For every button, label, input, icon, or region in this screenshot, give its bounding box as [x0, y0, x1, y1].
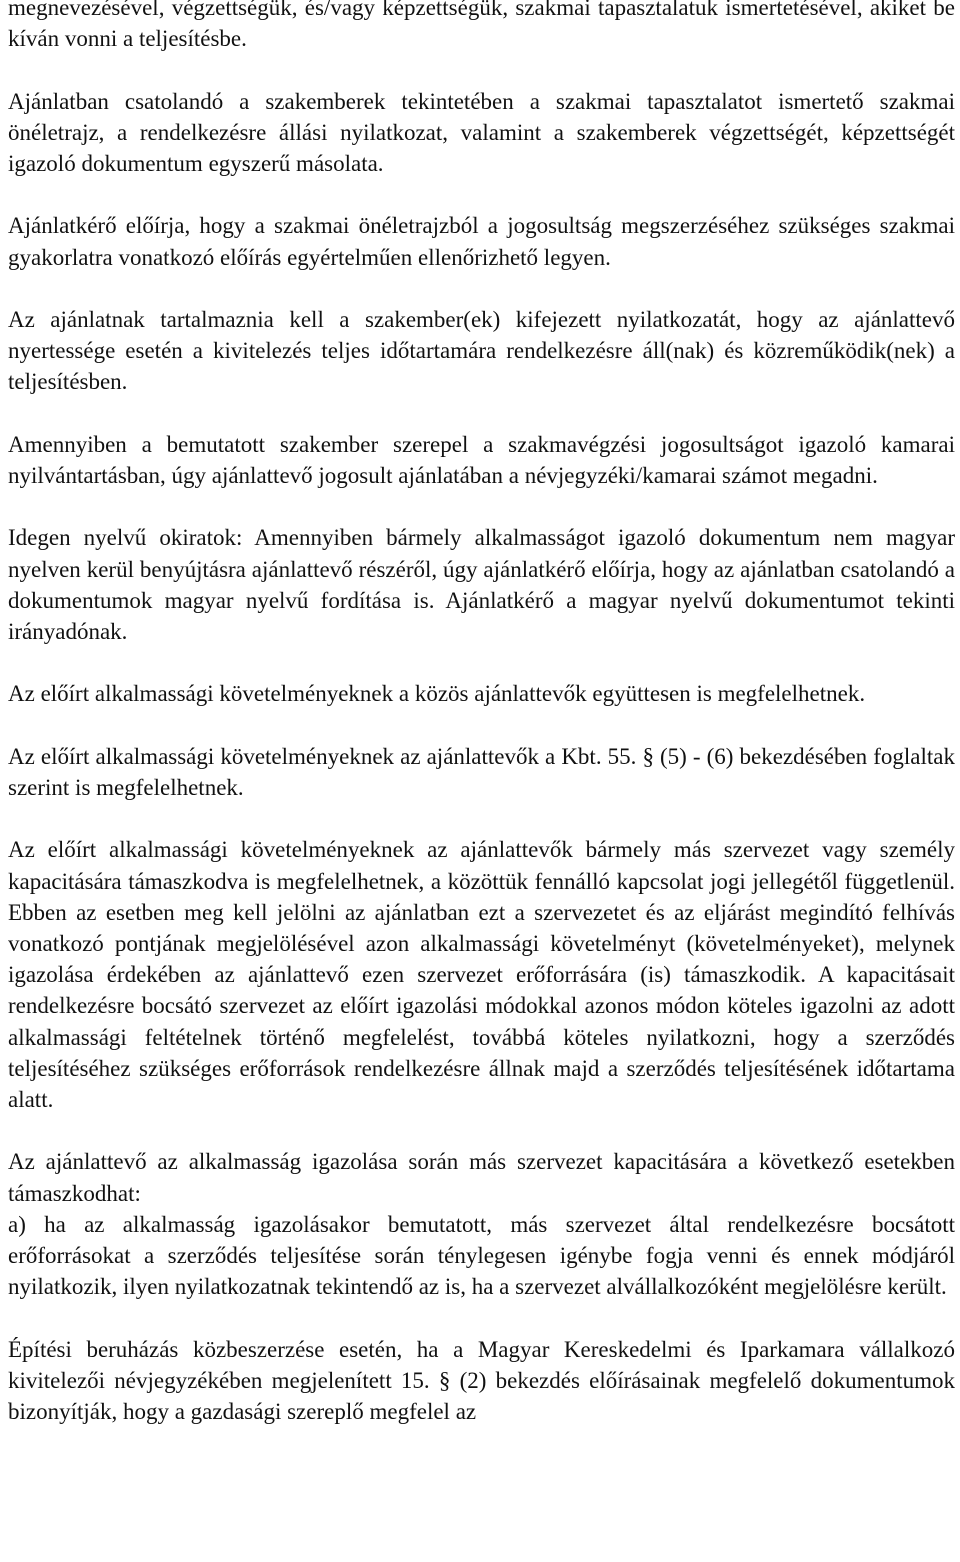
- paragraph-experience-requirement: Ajánlatkérő előírja, hogy a szakmai önéletrajzból a jogosultság megszerzéséhez szükséges szakmai gyakorlatra vonatkozó előírás egyértelműen ellenőrizhető legyen.: [8, 213, 955, 270]
- paragraph-construction-registry: Építési beruházás közbeszerzése esetén, ha a Magyar Kereskedelmi és Iparkamara vállalkozó kivitelezői névjegyzékében megjelenített 15. § (2) bekezdés előírásainak megfelelő dokumentumok bizonyítják, hogy a gazdasági szereplő megfelel az: [8, 1336, 955, 1424]
- paragraph-foreign-documents: Idegen nyelvű okiratok: Amennyiben bármely alkalmasságot igazoló dokumentum nem magyar nyelven kerül benyújtásra ajánlattevő részéről, úgy ajánlatkérő előírja, hogy az ajánlatban csatolandó a dokumentumok magyar nyelvű fordítása is. Ajánlatkérő a magyar nyelvű dokumentumot tekinti irányadónak.: [8, 525, 955, 644]
- paragraph-third-party-capacity: Az előírt alkalmassági követelményeknek az ajánlattevők bármely más szervezet vagy személy kapacitására támaszkodva is megfelelhetnek, a közöttük fennálló kapcsolat jogi jellegétől függetlenül. Ebben az esetben meg kell jelölni az ajánlatban ezt a szervezetet és az eljárást megindító felhívás vonatkozó pontjának megjelölésével azon alkalmassági követelményt (követelményeket), melynek igazolása érdekében az ajánlattevő ezen szervezet erőforrására (is) támaszkodik. A kapacitásait rendelkezésre bocsátó szervezet az előírt igazolási módokkal azonos módon köteles igazolni az adott alkalmassági feltételnek történő megfelelést, továbbá köteles nyilatkozni, hogy a szerződés teljesítéséhez szükséges erőforrások rendelkezésre állnak majd a szerződés teljesítésének időtartama alatt.: [8, 837, 955, 1112]
- paragraph-joint-tenderers: Az előírt alkalmassági követelményeknek a közös ajánlattevők együttesen is megfelelhetnek.: [8, 681, 866, 707]
- document-page: [8, 0, 955, 1458]
- paragraph-intro-continuation: megnevezésével, végzettségük, és/vagy képzettségük, szakmai tapasztalatuk ismertetésével, akiket be kíván vonni a teljesítésbe.: [8, 0, 955, 52]
- paragraph-chamber-registry: Amennyiben a bemutatott szakember szerepel a szakmavégzési jogosultságot igazoló kamarai nyilvántartásban, úgy ajánlattevő jogosult ajánlatában a névjegyzéki/kamarai számot megadni.: [8, 431, 955, 488]
- paragraph-capacity-cases-intro: Az ajánlattevő az alkalmasság igazolása során más szervezet kapacitására a következő esetekben támaszkodhat:: [8, 1149, 955, 1206]
- paragraph-expert-declaration: Az ajánlatnak tartalmaznia kell a szakember(ek) kifejezett nyilatkozatát, hogy az ajánlattevő nyertessége esetén a kivitelezés teljes időtartamára rendelkezésre áll(nak) és közreműködik(nek) a teljesítésben.: [8, 306, 955, 395]
- paragraph-cv-attachment: Ajánlatban csatolandó a szakemberek tekintetében a szakmai tapasztalatot ismertető szakmai önéletrajz, a rendelkezésre állási nyilatkozat, valamint a szakemberek végzettségét, képzettségét igazoló dokumentum egyszerű másolata.: [8, 88, 955, 176]
- paragraph-kbt-reference: Az előírt alkalmassági követelményeknek az ajánlattevők a Kbt. 55. § (5) - (6) bekezdésében foglaltak szerint is megfelelhetnek.: [8, 743, 955, 800]
- paragraph-capacity-case-a: a) ha az alkalmasság igazolásakor bemutatott, más szervezet által rendelkezésre bocsátott erőforrásokat a szerződés teljesítése során ténylegesen igénybe fogja venni és ennek módjáról nyilatkozik, ilyen nyilatkozatnak tekintendő az is, ha a szervezet alvállalkozóként megjelölésre került.: [8, 1211, 955, 1300]
